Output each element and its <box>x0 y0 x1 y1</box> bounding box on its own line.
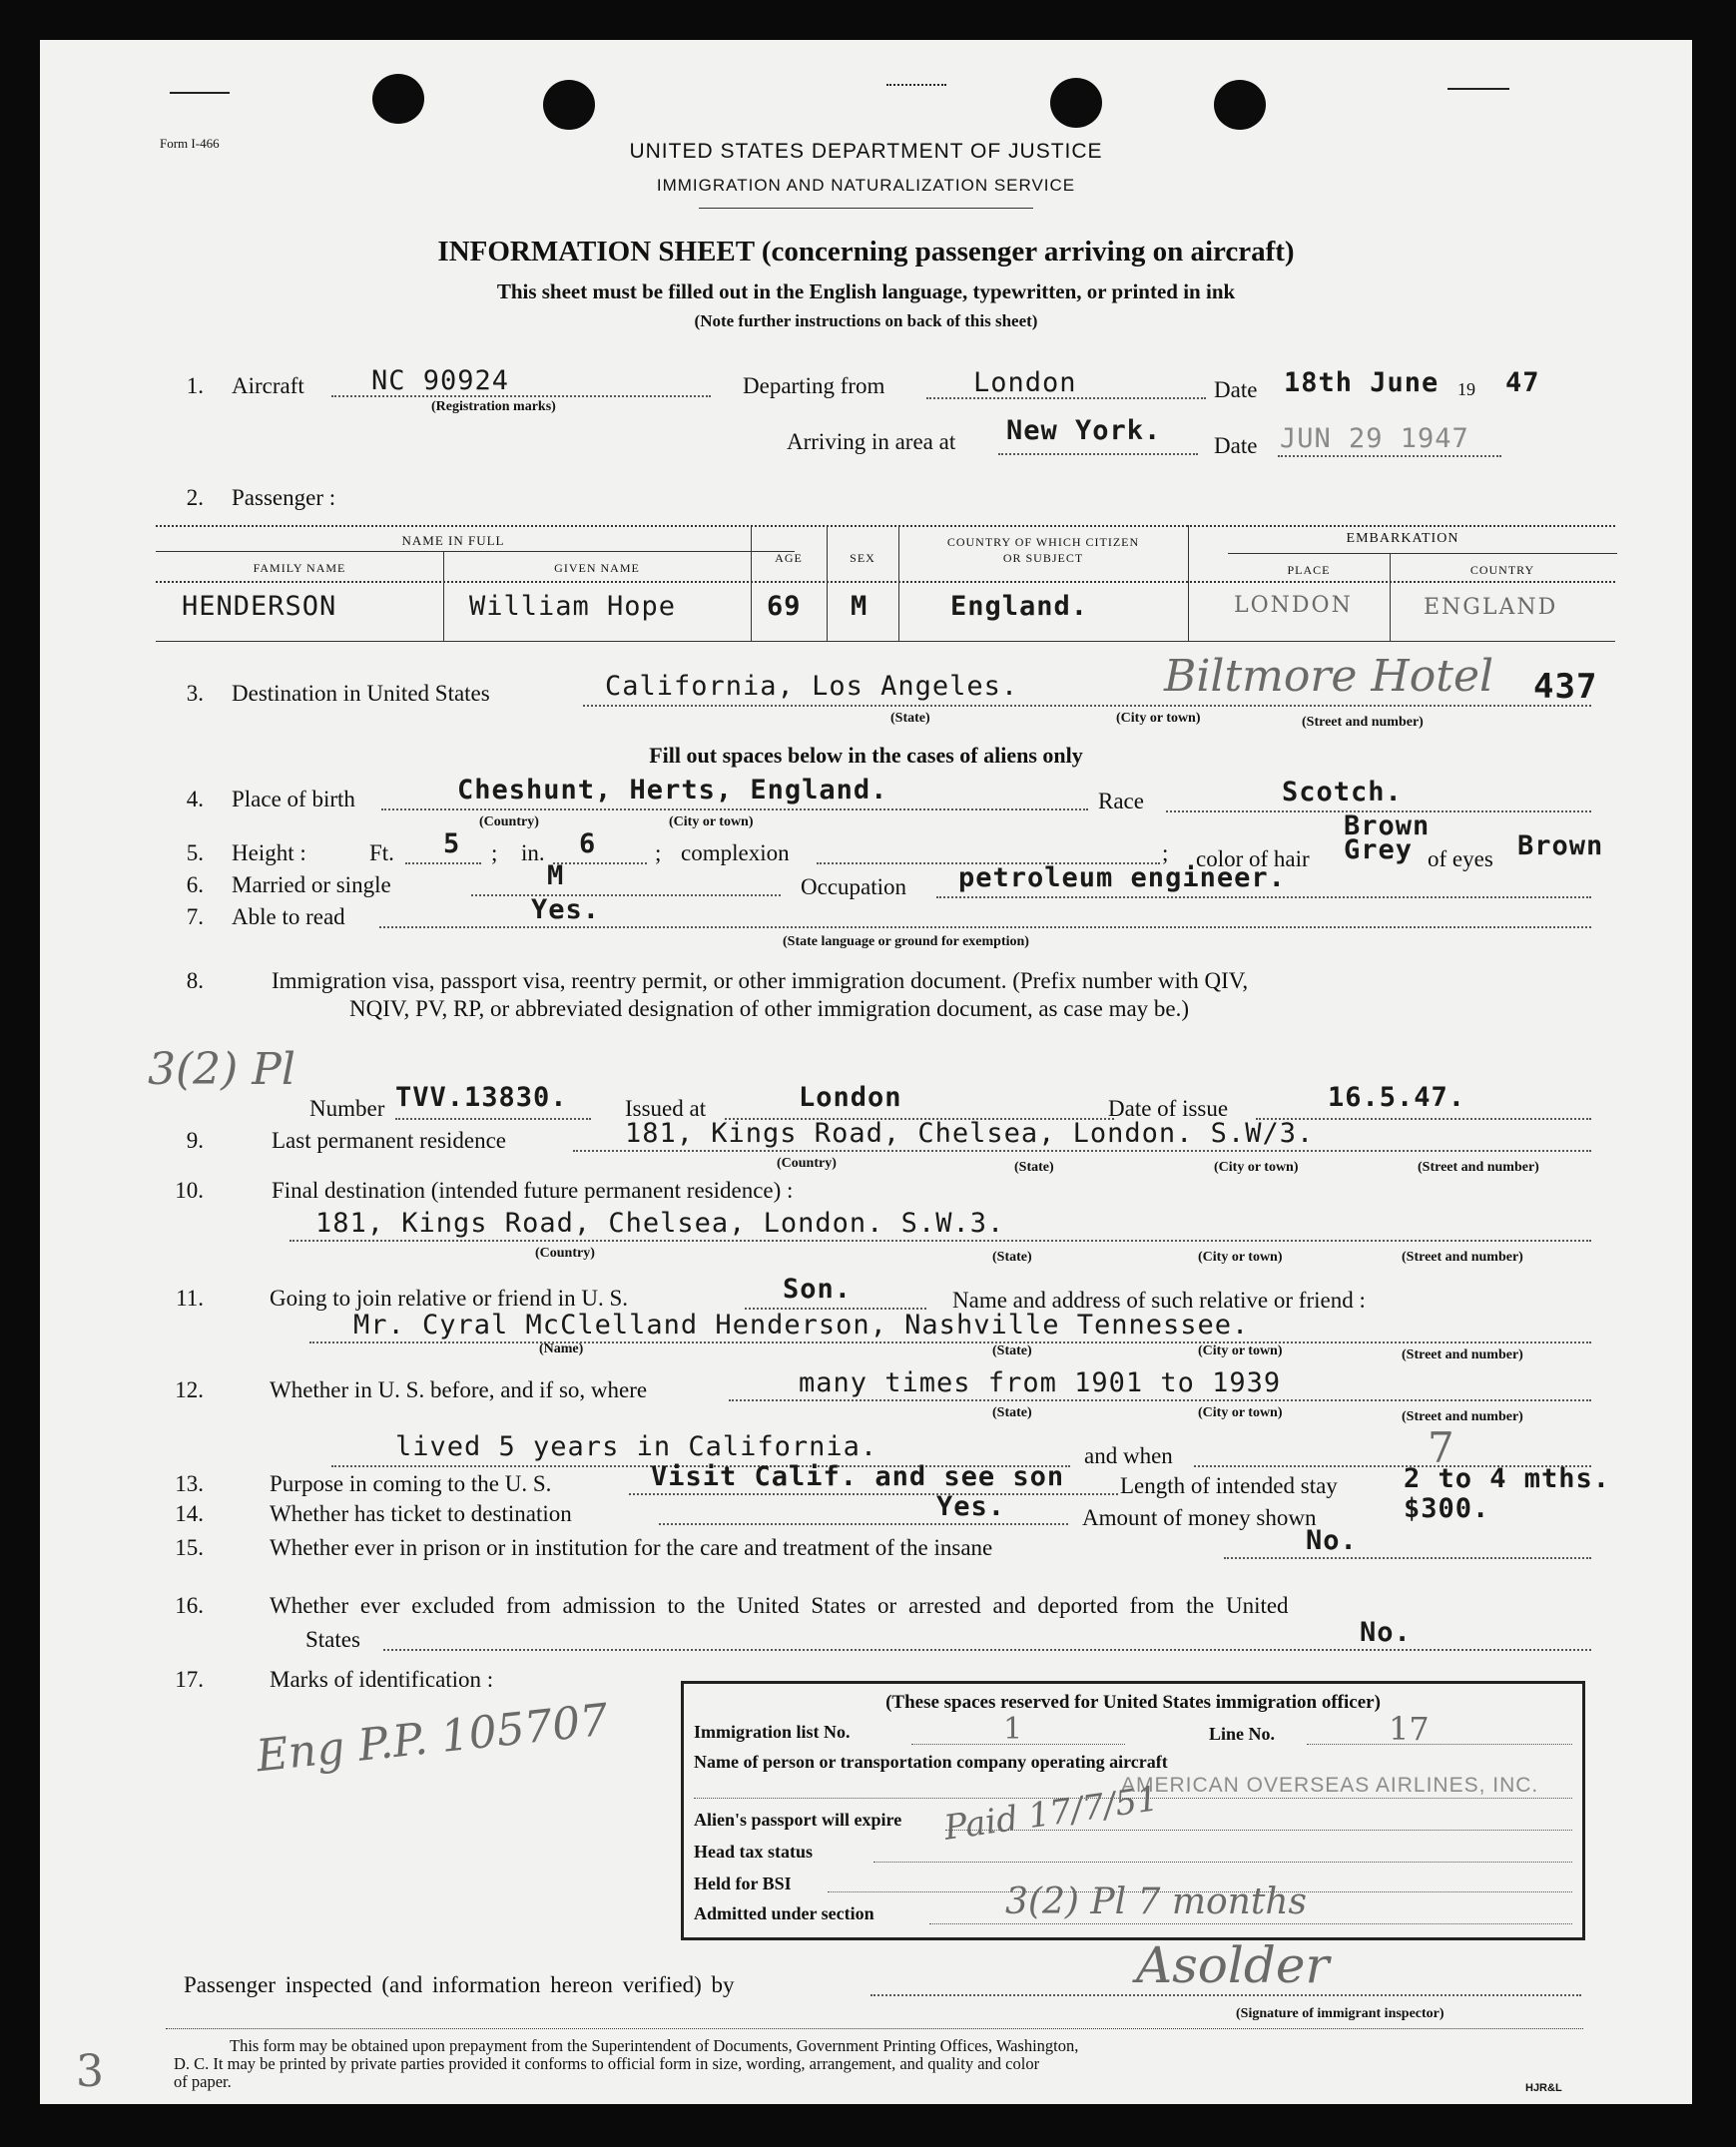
item-15-number: 15. <box>175 1535 204 1560</box>
ticket-value: Yes. <box>936 1491 1006 1522</box>
before-line <box>729 1399 1591 1401</box>
name-in-full-header: NAME IN FULL <box>401 533 505 548</box>
sex-value: M <box>851 591 868 622</box>
hair-value-1: Brown <box>1344 810 1431 841</box>
issue-date-label: Date of issue <box>1108 1096 1229 1121</box>
item-10-number: 10. <box>175 1178 204 1203</box>
section-hand: 3(2) Pl 7 months <box>1005 1881 1307 1922</box>
semicolon-1: ; <box>491 840 498 865</box>
item-8-number: 8. <box>186 968 204 993</box>
inspected-label: Passenger inspected (and information hereon verified) by <box>184 1972 735 1997</box>
officer-box-title: (These spaces reserved for United States immigration officer) <box>885 1692 1381 1713</box>
married-value: M <box>547 860 565 891</box>
item-1-number: 1. <box>186 373 204 398</box>
line-no-line <box>1307 1744 1572 1745</box>
dest-cap-city: (City or town) <box>1116 711 1201 726</box>
ft-line <box>405 862 481 864</box>
year-prefix: 19 <box>1457 379 1475 399</box>
last-residence-line <box>573 1150 1591 1152</box>
last-cap-street: (Street and number) <box>1418 1160 1539 1175</box>
aircraft-value: NC 90924 <box>371 365 510 396</box>
doc-number-label: Number <box>309 1096 385 1121</box>
doc-number-line <box>395 1118 591 1120</box>
item-16-number: 16. <box>175 1593 204 1618</box>
item-14-number: 14. <box>175 1501 204 1526</box>
bsi-label: Held for BSI <box>694 1874 792 1893</box>
occupation-label: Occupation <box>801 874 907 899</box>
name-rule <box>156 551 795 552</box>
lived-value: lived 5 years in California. <box>395 1431 878 1462</box>
final-cap-country: (Country) <box>535 1246 595 1261</box>
when-hand: 7 <box>1428 1423 1454 1472</box>
hotel-hand: Biltmore Hotel <box>1164 651 1494 702</box>
in-label: in. <box>521 840 545 865</box>
issued-value: London <box>799 1082 902 1113</box>
arriving-line <box>998 453 1198 455</box>
binder-hole-4 <box>1214 80 1266 130</box>
money-label: Amount of money shown <box>1082 1505 1317 1530</box>
item-5-number: 5. <box>186 840 204 865</box>
birth-cap-city: (City or town) <box>669 814 754 829</box>
emb-country-header: COUNTRY <box>1469 563 1535 577</box>
semicolon-3: ; <box>1162 840 1169 865</box>
ft-label: Ft. <box>369 840 394 865</box>
company-stamp: AMERICAN OVERSEAS AIRLINES, INC. <box>1121 1774 1539 1797</box>
form-number: Form I-466 <box>160 136 220 151</box>
excluded-line <box>383 1649 1591 1651</box>
sex-header: SEX <box>850 551 875 565</box>
year-value: 47 <box>1505 367 1540 398</box>
final-cap-city: (City or town) <box>1198 1250 1283 1265</box>
birthplace-label: Place of birth <box>232 787 355 811</box>
embark-place-hand: LONDON <box>1234 593 1353 618</box>
ft-value: 5 <box>443 828 461 859</box>
eyes-label: of eyes <box>1428 846 1493 871</box>
passenger-label: Passenger : <box>232 485 336 510</box>
age-value: 69 <box>767 591 802 622</box>
inspector-signature: Asolder <box>1136 1936 1330 1994</box>
col-divider-3 <box>827 525 828 641</box>
ticket-label: Whether has ticket to destination <box>270 1501 572 1526</box>
destination-label: Destination in United States <box>232 681 490 706</box>
header-bottom-rule <box>156 581 1615 583</box>
passport-expire-label: Alien's passport will expire <box>694 1810 902 1830</box>
height-label: Height : <box>232 840 306 865</box>
company-label: Name of person or transportation company operating aircraft <box>694 1752 1168 1772</box>
read-caption: (State language or ground for exemption) <box>783 934 1029 949</box>
age-header: AGE <box>775 551 803 565</box>
family-name-header: FAMILY NAME <box>253 561 346 575</box>
section-line <box>929 1923 1572 1924</box>
inspector-caption: (Signature of immigrant inspector) <box>1236 2006 1445 2021</box>
document-hand-note: 3(2) Pl <box>148 1044 295 1095</box>
final-cap-state: (State) <box>992 1250 1032 1265</box>
birth-cap-country: (Country) <box>479 814 539 829</box>
race-label: Race <box>1098 789 1144 813</box>
punch-mark-center <box>886 84 946 86</box>
item-7-number: 7. <box>186 904 204 929</box>
married-line <box>471 894 781 896</box>
dest-cap-state: (State) <box>890 711 930 726</box>
sheet-title: INFORMATION SHEET (concerning passenger arriving on aircraft) <box>437 236 1295 268</box>
given-name-header: GIVEN NAME <box>554 561 640 575</box>
item-4-number: 4. <box>186 787 204 811</box>
relative-label: Name and address of such relative or friend : <box>952 1288 1366 1313</box>
excluded-label-2: States <box>305 1627 360 1652</box>
marks-label: Marks of identification : <box>270 1667 494 1692</box>
item-13-number: 13. <box>175 1471 204 1496</box>
read-value: Yes. <box>531 894 601 925</box>
final-destination-value: 181, Kings Road, Chelsea, London. S.W.3. <box>315 1208 1005 1239</box>
hair-label: color of hair <box>1196 846 1310 871</box>
arrival-date-stamp: JUN 29 1947 <box>1280 423 1469 454</box>
embarkation-header: EMBARKATION <box>1346 531 1459 546</box>
read-line <box>379 926 1591 928</box>
line-no-hand: 17 <box>1389 1710 1430 1748</box>
footer-line-3: of paper. <box>174 2072 232 2091</box>
country-header-2: OR SUBJECT <box>1002 551 1084 565</box>
before-cap-city: (City or town) <box>1198 1405 1283 1420</box>
purpose-line <box>629 1493 1118 1495</box>
read-label: Able to read <box>232 904 345 929</box>
inspected-line <box>870 1994 1581 1996</box>
complexion-label: complexion <box>681 840 790 865</box>
birthplace-value: Cheshunt, Herts, England. <box>457 775 888 805</box>
married-label: Married or single <box>232 872 391 897</box>
excluded-value: No. <box>1360 1617 1412 1648</box>
rel-cap-city: (City or town) <box>1198 1343 1283 1358</box>
aircraft-label: Aircraft <box>232 373 304 398</box>
country-value: England. <box>950 591 1089 622</box>
footer-line-2: D. C. It may be printed by private parties provided it conforms to official form in size, wording, arrangement, and quality and color <box>174 2054 1040 2073</box>
table-bottom-rule <box>156 641 1615 642</box>
footer-line-1: This form may be obtained upon prepayment from the Superintendent of Documents, Government Printing Offices, Washington, <box>230 2036 1079 2055</box>
header-service: IMMIGRATION AND NATURALIZATION SERVICE <box>656 176 1076 195</box>
header-rule <box>699 208 1033 209</box>
before-cap-street: (Street and number) <box>1402 1409 1523 1424</box>
before-value: many times from 1901 to 1939 <box>799 1367 1282 1398</box>
money-value: $300. <box>1404 1493 1490 1524</box>
prison-line <box>1224 1557 1591 1559</box>
aliens-note: Fill out spaces below in the cases of aliens only <box>649 743 1083 768</box>
purpose-value: Visit Calif. and see son <box>651 1461 1065 1492</box>
birthplace-line <box>381 808 1088 810</box>
relative-line <box>309 1342 1591 1343</box>
punch-mark-left <box>170 92 230 94</box>
arriving-value: New York. <box>1006 415 1162 446</box>
header-department: UNITED STATES DEPARTMENT OF JUSTICE <box>629 140 1103 163</box>
registration-caption: (Registration marks) <box>431 399 556 414</box>
occupation-line <box>936 896 1591 898</box>
embark-country-hand: ENGLAND <box>1424 595 1558 620</box>
in-value: 6 <box>579 828 597 859</box>
place-header: PLACE <box>1287 563 1331 577</box>
issued-label: Issued at <box>625 1096 707 1121</box>
footer-rule <box>166 2028 1583 2029</box>
item-11-number: 11. <box>176 1286 204 1311</box>
final-cap-street: (Street and number) <box>1402 1250 1523 1265</box>
doc-number-value: TVV.13830. <box>395 1082 568 1113</box>
item-12-number: 12. <box>175 1377 204 1402</box>
join-label: Going to join relative or friend in U. S. <box>270 1286 628 1311</box>
section-label: Admitted under section <box>694 1903 874 1923</box>
head-tax-label: Head tax status <box>694 1842 814 1862</box>
item-9-number: 9. <box>186 1128 204 1153</box>
eyes-value: Brown <box>1517 830 1604 861</box>
arriving-label: Arriving in area at <box>787 429 956 454</box>
table-top-rule <box>156 525 1615 527</box>
family-name-value: HENDERSON <box>182 591 337 622</box>
race-value: Scotch. <box>1282 777 1403 807</box>
rel-cap-name: (Name) <box>539 1342 584 1356</box>
date2-label: Date <box>1214 433 1258 458</box>
departing-label: Departing from <box>743 373 885 398</box>
before-label: Whether in U. S. before, and if so, where <box>270 1377 648 1402</box>
purpose-label: Purpose in coming to the U. S. <box>270 1471 552 1496</box>
punch-mark-right <box>1447 88 1509 90</box>
last-cap-country: (Country) <box>777 1156 837 1171</box>
last-residence-label: Last permanent residence <box>272 1128 506 1153</box>
country-header-1: COUNTRY OF WHICH CITIZEN <box>946 535 1140 549</box>
list-no-label: Immigration list No. <box>694 1722 851 1742</box>
sheet-note: (Note further instructions on back of this sheet) <box>694 311 1038 330</box>
join-value: Son. <box>783 1274 853 1305</box>
rel-cap-state: (State) <box>992 1343 1032 1358</box>
document-text-1: Immigration visa, passport visa, reentry permit, or other immigration document. (Prefix number with QIV, <box>272 968 1249 993</box>
last-cap-state: (State) <box>1014 1160 1054 1175</box>
passport-expire-hand: Paid 17/7/51 <box>941 1779 1161 1849</box>
last-cap-city: (City or town) <box>1214 1160 1299 1175</box>
stay-value: 2 to 4 mths. <box>1404 1463 1611 1494</box>
occupation-value: petroleum engineer. <box>958 862 1286 893</box>
when-label: and when <box>1084 1443 1173 1468</box>
date-label: Date <box>1214 377 1258 402</box>
binder-hole-1 <box>372 74 424 124</box>
ticket-line <box>659 1523 1068 1525</box>
item-2-number: 2. <box>186 485 204 510</box>
final-destination-line <box>289 1240 1591 1242</box>
prison-value: No. <box>1306 1525 1358 1556</box>
item-6-number: 6. <box>186 872 204 897</box>
form-sheet <box>40 40 1692 2104</box>
before-cap-state: (State) <box>992 1405 1032 1420</box>
embark-rule <box>1228 553 1617 554</box>
binder-hole-2 <box>543 80 595 130</box>
last-residence-value: 181, Kings Road, Chelsea, London. S.W/3. <box>625 1118 1315 1149</box>
item-17-number: 17. <box>175 1667 204 1692</box>
item-3-number: 3. <box>186 681 204 706</box>
date2-line <box>1278 455 1501 457</box>
line-no-label: Line No. <box>1209 1724 1276 1744</box>
officer-box <box>681 1681 1585 1940</box>
issue-date-value: 16.5.47. <box>1328 1082 1466 1113</box>
in-line <box>553 862 647 864</box>
list-no-hand: 1 <box>1003 1712 1023 1747</box>
date-value: 18th June <box>1284 367 1440 398</box>
margin-hand-number: 3 <box>76 2046 104 2097</box>
stay-label: Length of intended stay <box>1120 1473 1338 1498</box>
sheet-instructions: This sheet must be filled out in the English language, typewritten, or printed in ink <box>496 279 1236 303</box>
rel-cap-street: (Street and number) <box>1402 1347 1523 1362</box>
destination-value: California, Los Angeles. <box>605 671 1019 702</box>
head-tax-line <box>873 1862 1572 1863</box>
dest-cap-street: (Street and number) <box>1302 715 1424 730</box>
prison-label: Whether ever in prison or in institution for the care and treatment of the insane <box>270 1535 993 1560</box>
printer-mark: HJR&L <box>1525 2082 1562 2094</box>
binder-hole-3 <box>1050 78 1102 128</box>
relative-value: Mr. Cyral McClelland Henderson, Nashville Tennessee. <box>353 1310 1250 1341</box>
excluded-label: Whether ever excluded from admission to the United States or arrested and deported from the United <box>270 1593 1289 1618</box>
semicolon-2: ; <box>655 840 662 865</box>
hair-value-2: Grey <box>1344 834 1414 865</box>
given-name-value: William Hope <box>469 591 677 622</box>
departing-value: London <box>973 367 1077 398</box>
document-text-2: NQIV, PV, RP, or abbreviated designation of other immigration document, as case may be.) <box>349 996 1190 1021</box>
destination-line <box>583 705 1591 707</box>
final-destination-label: Final destination (intended future permanent residence) : <box>272 1178 794 1203</box>
hotel-number-hand: 437 <box>1533 667 1598 707</box>
col-divider-2 <box>751 525 752 641</box>
marks-hand: Eng P.P. 105707 <box>254 1694 611 1783</box>
